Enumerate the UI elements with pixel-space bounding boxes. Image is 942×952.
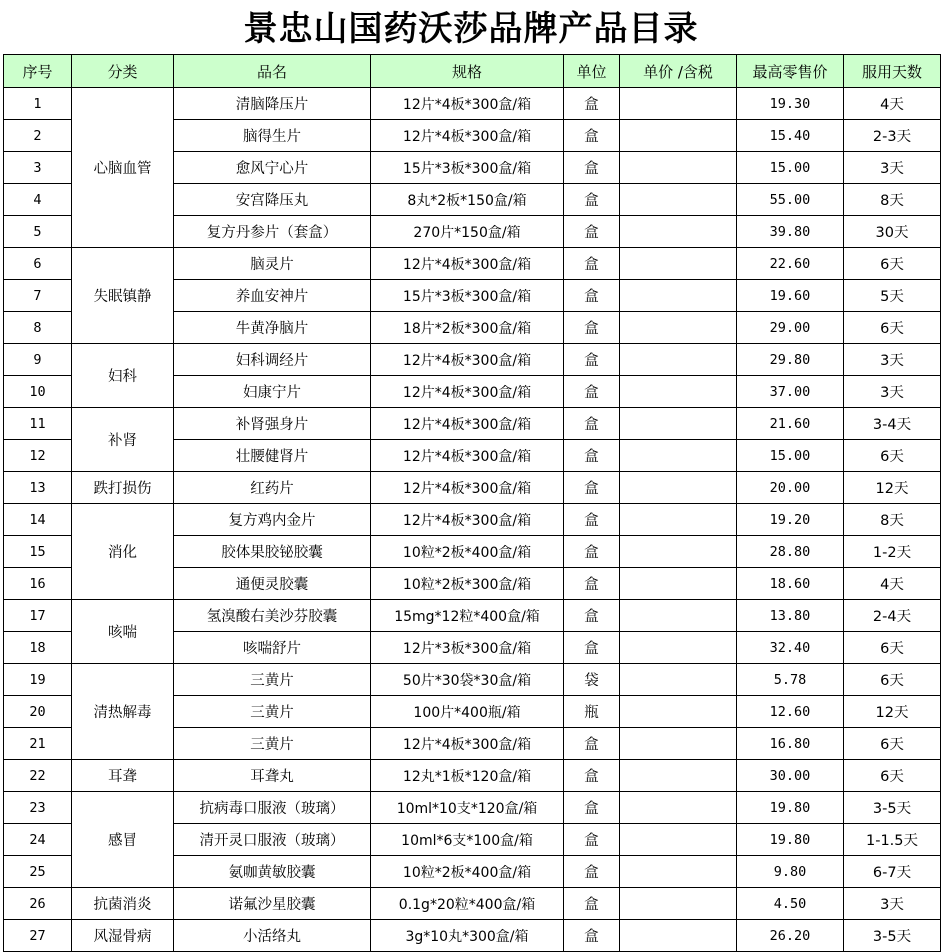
retail-price-cell: 22.60 <box>737 248 844 280</box>
retail-price-cell: 9.80 <box>737 856 844 888</box>
price-cell <box>620 88 737 120</box>
spec-cell: 12片*4板*300盒/箱 <box>371 408 564 440</box>
product-name-cell: 牛黄净脑片 <box>174 312 371 344</box>
retail-price-cell: 19.30 <box>737 88 844 120</box>
unit-cell: 盒 <box>564 184 620 216</box>
product-name-cell: 耳聋丸 <box>174 760 371 792</box>
header-cell-name: 品名 <box>174 55 371 88</box>
header-cell-unit: 单位 <box>564 55 620 88</box>
row-number-cell: 1 <box>4 88 72 120</box>
product-name-cell: 复方鸡内金片 <box>174 504 371 536</box>
product-name-cell: 养血安神片 <box>174 280 371 312</box>
table-row <box>4 760 941 792</box>
row-number-cell: 23 <box>4 792 72 824</box>
retail-price-cell: 19.20 <box>737 504 844 536</box>
header-cell-no: 序号 <box>4 55 72 88</box>
spec-cell: 15片*3板*300盒/箱 <box>371 152 564 184</box>
days-cell: 1-2天 <box>844 536 941 568</box>
unit-cell: 盒 <box>564 440 620 472</box>
price-cell <box>620 472 737 504</box>
row-number-cell: 15 <box>4 536 72 568</box>
retail-price-cell: 26.20 <box>737 920 844 952</box>
product-name-cell: 红药片 <box>174 472 371 504</box>
row-number-cell: 5 <box>4 216 72 248</box>
price-cell <box>620 696 737 728</box>
price-cell <box>620 856 737 888</box>
price-cell <box>620 440 737 472</box>
retail-price-cell: 39.80 <box>737 216 844 248</box>
spec-cell: 8丸*2板*150盒/箱 <box>371 184 564 216</box>
product-name-cell: 三黄片 <box>174 696 371 728</box>
price-cell <box>620 504 737 536</box>
spec-cell: 12片*4板*300盒/箱 <box>371 728 564 760</box>
row-number-cell: 11 <box>4 408 72 440</box>
row-number-cell: 17 <box>4 600 72 632</box>
product-name-cell: 妇康宁片 <box>174 376 371 408</box>
retail-price-cell: 32.40 <box>737 632 844 664</box>
price-cell <box>620 536 737 568</box>
spec-cell: 10粒*2板*400盒/箱 <box>371 536 564 568</box>
table-row <box>4 248 941 280</box>
spec-cell: 50片*30袋*30盒/箱 <box>371 664 564 696</box>
spec-cell: 0.1g*20粒*400盒/箱 <box>371 888 564 920</box>
days-cell: 2-4天 <box>844 600 941 632</box>
row-number-cell: 8 <box>4 312 72 344</box>
unit-cell: 盒 <box>564 152 620 184</box>
row-number-cell: 9 <box>4 344 72 376</box>
header-cell-spec: 规格 <box>371 55 564 88</box>
price-cell <box>620 184 737 216</box>
unit-cell: 盒 <box>564 600 620 632</box>
unit-cell: 盒 <box>564 88 620 120</box>
spec-cell: 12片*4板*300盒/箱 <box>371 504 564 536</box>
days-cell: 12天 <box>844 696 941 728</box>
days-cell: 4天 <box>844 568 941 600</box>
days-cell: 6天 <box>844 248 941 280</box>
category-cell: 耳聋 <box>72 760 174 792</box>
days-cell: 6天 <box>844 440 941 472</box>
retail-price-cell: 19.80 <box>737 824 844 856</box>
table-row <box>4 792 941 824</box>
spec-cell: 12片*4板*300盒/箱 <box>371 440 564 472</box>
retail-price-cell: 15.00 <box>737 440 844 472</box>
product-name-cell: 氨咖黄敏胶囊 <box>174 856 371 888</box>
category-cell: 抗菌消炎 <box>72 888 174 920</box>
row-number-cell: 22 <box>4 760 72 792</box>
unit-cell: 袋 <box>564 664 620 696</box>
category-cell: 跌打损伤 <box>72 472 174 504</box>
table-row <box>4 920 941 952</box>
days-cell: 3天 <box>844 152 941 184</box>
spec-cell: 18片*2板*300盒/箱 <box>371 312 564 344</box>
header-cell-retail: 最高零售价 <box>737 55 844 88</box>
retail-price-cell: 21.60 <box>737 408 844 440</box>
unit-cell: 盒 <box>564 568 620 600</box>
product-name-cell: 安宫降压丸 <box>174 184 371 216</box>
unit-cell: 盒 <box>564 824 620 856</box>
header-cell-category: 分类 <box>72 55 174 88</box>
spec-cell: 10粒*2板*400盒/箱 <box>371 856 564 888</box>
price-cell <box>620 920 737 952</box>
price-cell <box>620 600 737 632</box>
header-cell-price: 单价 /含税 <box>620 55 737 88</box>
unit-cell: 盒 <box>564 376 620 408</box>
retail-price-cell: 12.60 <box>737 696 844 728</box>
product-name-cell: 氢溴酸右美沙芬胶囊 <box>174 600 371 632</box>
product-name-cell: 脑灵片 <box>174 248 371 280</box>
row-number-cell: 26 <box>4 888 72 920</box>
price-cell <box>620 792 737 824</box>
row-number-cell: 19 <box>4 664 72 696</box>
price-cell <box>620 568 737 600</box>
price-cell <box>620 216 737 248</box>
unit-cell: 盒 <box>564 504 620 536</box>
unit-cell: 盒 <box>564 856 620 888</box>
row-number-cell: 6 <box>4 248 72 280</box>
retail-price-cell: 16.80 <box>737 728 844 760</box>
table-row <box>4 888 941 920</box>
row-number-cell: 24 <box>4 824 72 856</box>
category-cell: 清热解毒 <box>72 664 174 760</box>
row-number-cell: 7 <box>4 280 72 312</box>
price-cell <box>620 408 737 440</box>
spec-cell: 15mg*12粒*400盒/箱 <box>371 600 564 632</box>
unit-cell: 盒 <box>564 632 620 664</box>
days-cell: 8天 <box>844 504 941 536</box>
retail-price-cell: 30.00 <box>737 760 844 792</box>
price-cell <box>620 248 737 280</box>
unit-cell: 盒 <box>564 792 620 824</box>
retail-price-cell: 13.80 <box>737 600 844 632</box>
product-name-cell: 清开灵口服液（玻璃） <box>174 824 371 856</box>
category-cell: 失眠镇静 <box>72 248 174 344</box>
unit-cell: 盒 <box>564 536 620 568</box>
unit-cell: 瓶 <box>564 696 620 728</box>
product-name-cell: 诺氟沙星胶囊 <box>174 888 371 920</box>
spec-cell: 100片*400瓶/箱 <box>371 696 564 728</box>
days-cell: 4天 <box>844 88 941 120</box>
retail-price-cell: 29.00 <box>737 312 844 344</box>
price-cell <box>620 824 737 856</box>
days-cell: 6天 <box>844 632 941 664</box>
price-cell <box>620 280 737 312</box>
unit-cell: 盒 <box>564 472 620 504</box>
table-row <box>4 408 941 440</box>
unit-cell: 盒 <box>564 248 620 280</box>
days-cell: 3-4天 <box>844 408 941 440</box>
retail-price-cell: 28.80 <box>737 536 844 568</box>
retail-price-cell: 20.00 <box>737 472 844 504</box>
table-row <box>4 344 941 376</box>
product-name-cell: 三黄片 <box>174 664 371 696</box>
page-title: 景忠山国药沃莎品牌产品目录 <box>243 9 699 49</box>
spec-cell: 10ml*10支*120盒/箱 <box>371 792 564 824</box>
header-row <box>4 55 941 88</box>
retail-price-cell: 15.40 <box>737 120 844 152</box>
days-cell: 12天 <box>844 472 941 504</box>
retail-price-cell: 55.00 <box>737 184 844 216</box>
row-number-cell: 27 <box>4 920 72 952</box>
spec-cell: 12片*4板*300盒/箱 <box>371 88 564 120</box>
retail-price-cell: 19.60 <box>737 280 844 312</box>
category-cell: 心脑血管 <box>72 88 174 248</box>
spec-cell: 3g*10丸*300盒/箱 <box>371 920 564 952</box>
retail-price-cell: 4.50 <box>737 888 844 920</box>
unit-cell: 盒 <box>564 920 620 952</box>
product-catalog-table <box>3 54 941 952</box>
days-cell: 6天 <box>844 760 941 792</box>
days-cell: 2-3天 <box>844 120 941 152</box>
product-name-cell: 脑得生片 <box>174 120 371 152</box>
retail-price-cell: 29.80 <box>737 344 844 376</box>
product-name-cell: 补肾强身片 <box>174 408 371 440</box>
days-cell: 6天 <box>844 664 941 696</box>
days-cell: 3-5天 <box>844 792 941 824</box>
product-name-cell: 咳喘舒片 <box>174 632 371 664</box>
days-cell: 8天 <box>844 184 941 216</box>
retail-price-cell: 18.60 <box>737 568 844 600</box>
spec-cell: 12片*3板*300盒/箱 <box>371 632 564 664</box>
row-number-cell: 3 <box>4 152 72 184</box>
category-cell: 咳喘 <box>72 600 174 664</box>
product-name-cell: 小活络丸 <box>174 920 371 952</box>
spec-cell: 12片*4板*300盒/箱 <box>371 376 564 408</box>
retail-price-cell: 19.80 <box>737 792 844 824</box>
days-cell: 6天 <box>844 312 941 344</box>
spec-cell: 12片*4板*300盒/箱 <box>371 248 564 280</box>
product-name-cell: 愈风宁心片 <box>174 152 371 184</box>
row-number-cell: 10 <box>4 376 72 408</box>
spec-cell: 15片*3板*300盒/箱 <box>371 280 564 312</box>
price-cell <box>620 152 737 184</box>
product-name-cell: 壮腰健肾片 <box>174 440 371 472</box>
spec-cell: 12丸*1板*120盒/箱 <box>371 760 564 792</box>
spec-cell: 10ml*6支*100盒/箱 <box>371 824 564 856</box>
price-cell <box>620 632 737 664</box>
unit-cell: 盒 <box>564 760 620 792</box>
table-row <box>4 88 941 120</box>
category-cell: 补肾 <box>72 408 174 472</box>
price-cell <box>620 728 737 760</box>
table-row <box>4 472 941 504</box>
category-cell: 感冒 <box>72 792 174 888</box>
product-name-cell: 复方丹参片（套盒） <box>174 216 371 248</box>
days-cell: 3天 <box>844 344 941 376</box>
product-name-cell: 抗病毒口服液（玻璃） <box>174 792 371 824</box>
row-number-cell: 16 <box>4 568 72 600</box>
spec-cell: 12片*4板*300盒/箱 <box>371 472 564 504</box>
row-number-cell: 12 <box>4 440 72 472</box>
row-number-cell: 4 <box>4 184 72 216</box>
days-cell: 3天 <box>844 376 941 408</box>
unit-cell: 盒 <box>564 120 620 152</box>
product-name-cell: 通便灵胶囊 <box>174 568 371 600</box>
unit-cell: 盒 <box>564 408 620 440</box>
unit-cell: 盒 <box>564 216 620 248</box>
row-number-cell: 18 <box>4 632 72 664</box>
price-cell <box>620 888 737 920</box>
category-cell: 妇科 <box>72 344 174 408</box>
days-cell: 6-7天 <box>844 856 941 888</box>
unit-cell: 盒 <box>564 312 620 344</box>
days-cell: 6天 <box>844 728 941 760</box>
days-cell: 1-1.5天 <box>844 824 941 856</box>
spec-cell: 270片*150盒/箱 <box>371 216 564 248</box>
unit-cell: 盒 <box>564 728 620 760</box>
price-cell <box>620 344 737 376</box>
spec-cell: 12片*4板*300盒/箱 <box>371 120 564 152</box>
row-number-cell: 13 <box>4 472 72 504</box>
row-number-cell: 2 <box>4 120 72 152</box>
product-name-cell: 三黄片 <box>174 728 371 760</box>
product-name-cell: 清脑降压片 <box>174 88 371 120</box>
price-cell <box>620 120 737 152</box>
table-body <box>4 88 941 952</box>
spec-cell: 10粒*2板*300盒/箱 <box>371 568 564 600</box>
days-cell: 30天 <box>844 216 941 248</box>
row-number-cell: 20 <box>4 696 72 728</box>
category-cell: 风湿骨病 <box>72 920 174 952</box>
price-cell <box>620 376 737 408</box>
days-cell: 3天 <box>844 888 941 920</box>
retail-price-cell: 5.78 <box>737 664 844 696</box>
row-number-cell: 21 <box>4 728 72 760</box>
price-cell <box>620 312 737 344</box>
unit-cell: 盒 <box>564 888 620 920</box>
days-cell: 5天 <box>844 280 941 312</box>
days-cell: 3-5天 <box>844 920 941 952</box>
table-row <box>4 504 941 536</box>
product-name-cell: 妇科调经片 <box>174 344 371 376</box>
header-cell-days: 服用天数 <box>844 55 941 88</box>
price-cell <box>620 664 737 696</box>
category-cell: 消化 <box>72 504 174 600</box>
retail-price-cell: 15.00 <box>737 152 844 184</box>
row-number-cell: 14 <box>4 504 72 536</box>
spec-cell: 12片*4板*300盒/箱 <box>371 344 564 376</box>
row-number-cell: 25 <box>4 856 72 888</box>
price-cell <box>620 760 737 792</box>
unit-cell: 盒 <box>564 344 620 376</box>
unit-cell: 盒 <box>564 280 620 312</box>
table-row <box>4 600 941 632</box>
product-name-cell: 胶体果胶铋胶囊 <box>174 536 371 568</box>
table-row <box>4 664 941 696</box>
retail-price-cell: 37.00 <box>737 376 844 408</box>
